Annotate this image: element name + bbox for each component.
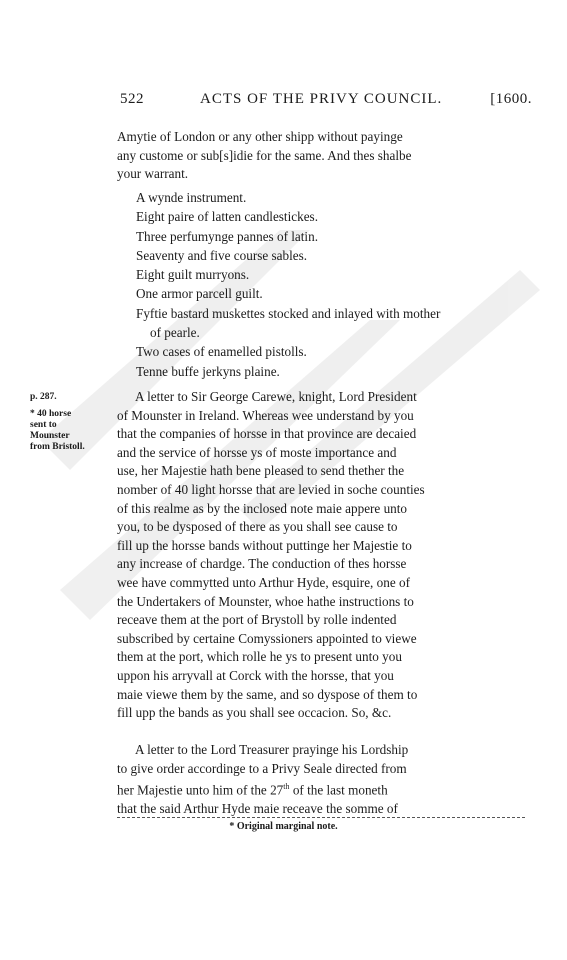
margin-page-ref: [30, 392, 57, 403]
letter-to-lord-treasurer: [117, 741, 522, 819]
intro-paragraph: [117, 128, 522, 184]
list-item-continuation: of pearle.: [150, 325, 200, 341]
list-item: Tenne buffe jerkyns plaine.: [136, 363, 280, 379]
text-fragment: of the last moneth: [289, 782, 388, 798]
text-line: A letter to Sir George Carewe, knight, Lord President: [135, 389, 417, 404]
text-line: that the said Arthur Hyde maie receave the somme of: [117, 801, 398, 817]
list-item: Fyftie bastard muskettes stocked and inlayed with mother: [136, 305, 441, 321]
text-line: to give order accordinge to a Privy Seale directed from: [117, 760, 407, 776]
text-line: and the service of horsse ys of moste importance and: [117, 444, 397, 460]
text-line: Amytie of London or any other shipp without payinge: [117, 129, 403, 144]
running-header: [112, 91, 542, 115]
list-item: Eight paire of latten candlestickes.: [136, 209, 318, 225]
list-item: Eight guilt murryons.: [136, 267, 250, 283]
text-line: you, to be dysposed of there as you shall see cause to: [117, 519, 398, 535]
text-line: of this realme as by the inclosed note maie appere unto: [117, 500, 408, 516]
margin-note-line: sent to: [30, 420, 57, 430]
text-line: fill up the horsse bands without puttinge her Majestie to: [117, 537, 412, 553]
text-line: fill upp the bands as you shall see occacion. So, &c.: [117, 705, 392, 721]
text-line: [117, 778, 522, 800]
page-number: 522: [120, 91, 144, 107]
list-item: Two cases of enamelled pistolls.: [136, 344, 307, 360]
text-line: nomber of 40 light horsse that are levied in soche counties: [117, 481, 425, 497]
text-line: subscribed by certaine Comyssioners appointed to viewe: [117, 630, 417, 646]
margin-note-line: from Bristoll.: [30, 442, 85, 452]
list-item: A wynde instrument.: [136, 190, 247, 205]
running-title: ACTS OF THE PRIVY COUNCIL.: [200, 91, 443, 107]
margin-note-line: * 40 horse: [30, 409, 72, 419]
inventory-list: [136, 188, 536, 381]
margin-page-ref-text: p. 287.: [30, 392, 57, 402]
list-item: Three perfumynge pannes of latin.: [136, 228, 318, 244]
text-line: them at the port, which rolle he ys to present unto you: [117, 649, 402, 665]
margin-note-line: Mounster: [30, 431, 70, 441]
list-item: Seaventy and five course sables.: [136, 247, 308, 263]
text-line: maie viewe them by the same, and so dyspose of them to: [117, 686, 418, 702]
ordinal-suffix: th: [283, 782, 290, 792]
text-line: uppon his arryvall at Corck with the horsse, that you: [117, 667, 394, 683]
text-line: any increase of chardge. The conduction of thes horsse: [117, 556, 407, 572]
text-line: receave them at the port of Brystoll by rolle indented: [117, 612, 397, 628]
text-line: your warrant.: [117, 166, 189, 182]
list-item: One armor parcell guilt.: [136, 286, 263, 302]
footnote-divider: [117, 817, 525, 818]
header-year: [1600.: [490, 91, 532, 107]
text-line: use, her Majestie hath bene pleased to send thether the: [117, 463, 405, 479]
text-line: the Undertakers of Mounster, whoe hathe instructions to: [117, 593, 414, 609]
text-line: wee have commytted unto Arthur Hyde, esquire, one of: [117, 574, 410, 590]
text-fragment: her Majestie unto him of the 27: [117, 782, 284, 798]
margin-note: [30, 409, 85, 453]
text-line: of Mounster in Ireland. Whereas wee understand by you: [117, 407, 414, 423]
footnote: * Original marginal note.: [229, 821, 338, 832]
text-line: any custome or sub[s]idie for the same. And thes shalbe: [117, 147, 412, 163]
text-line: that the companies of horsse in that province are decaied: [117, 426, 417, 442]
text-line: A letter to the Lord Treasurer prayinge his Lordship: [135, 742, 409, 757]
letter-to-carewe: [117, 388, 522, 723]
